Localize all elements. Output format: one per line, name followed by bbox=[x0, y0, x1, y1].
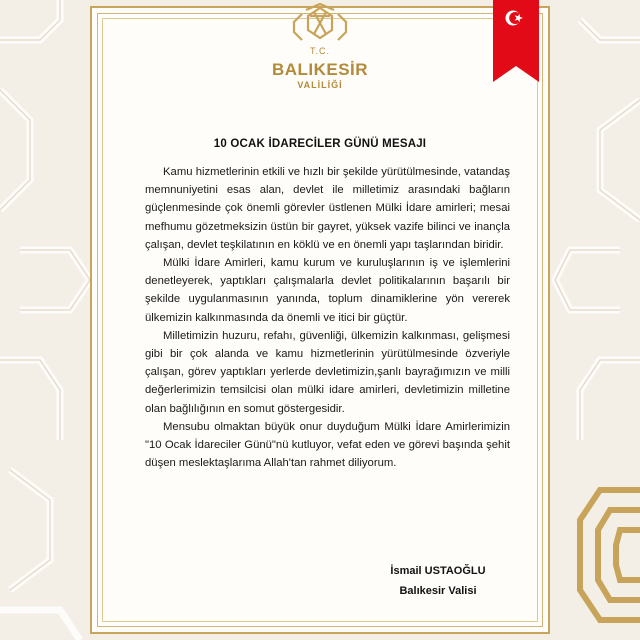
message-paragraph-1: Kamu hizmetlerinin etkili ve hızlı bir şekilde yürütülmesinde, vatandaş memnuniyetini esas alan, devlet ile milletimiz arasındaki bağların güçlenmesinde çok önemli görevler üstlenen Mülki İdare amirleri; mesai mefhumu gözetmeksizin üstün bir gayret, yüksek vazife bilinci ve inançla çalışan, devlet teşkilatının en köklü ve en önemli yapı taşlarından biridir. bbox=[145, 166, 510, 251]
turkish-flag-ribbon-icon bbox=[493, 0, 539, 82]
message-paragraph-4: Mensubu olmaktan büyük onur duyduğum Mülki İdare Amirlerimizin "10 Ocak İdareciler Günü"nü kutluyor, vefat eden ve görevi başında şehit düşen meslektaşlarıma Allah'tan rahmet diliyorum. bbox=[145, 420, 510, 470]
signature-name: İsmail USTAOĞLU bbox=[390, 565, 486, 577]
logo-office-label: VALİLİĞİ bbox=[297, 80, 343, 90]
message-title: 10 OCAK İDARECİLER GÜNÜ MESAJI bbox=[213, 138, 427, 150]
logo-tc-label: T.C. bbox=[309, 46, 330, 56]
message-paragraph-2: Mülki İdare Amirleri, kamu kurum ve kuruluşlarının iş ve işlemlerini denetleyerek, yaptıkları çalışmalarla devlet politikalarının başarılı bir şekilde uygulanmasının yanında, toplum dinamiklerine yön vererek ülkemizin kalkınmasında da önemli ve itici bir güçtür. bbox=[145, 257, 510, 324]
logo-province-name: BALIKESİR bbox=[271, 60, 369, 79]
gold-corner-ornament bbox=[560, 480, 640, 640]
signature-title: Balıkesir Valisi bbox=[399, 585, 477, 597]
message-paragraph-3: Milletimizin huzuru, refahı, güvenliği, ülkemizin kalkınması, gelişmesi gibi bir çok alanda ve kamu hizmetlerinin yürütülmesinde özveriyle çalışan, görev yaptıkları yerlerde devletimizin,şanlı bayrağımızın ve milli değerlerimizin temsilcisi olan mülki idare amirleri, devletimizin milletine olan bağlılığının en somut göstergesidir. bbox=[145, 329, 510, 415]
message-body bbox=[145, 163, 510, 472]
signature-block bbox=[360, 561, 516, 601]
